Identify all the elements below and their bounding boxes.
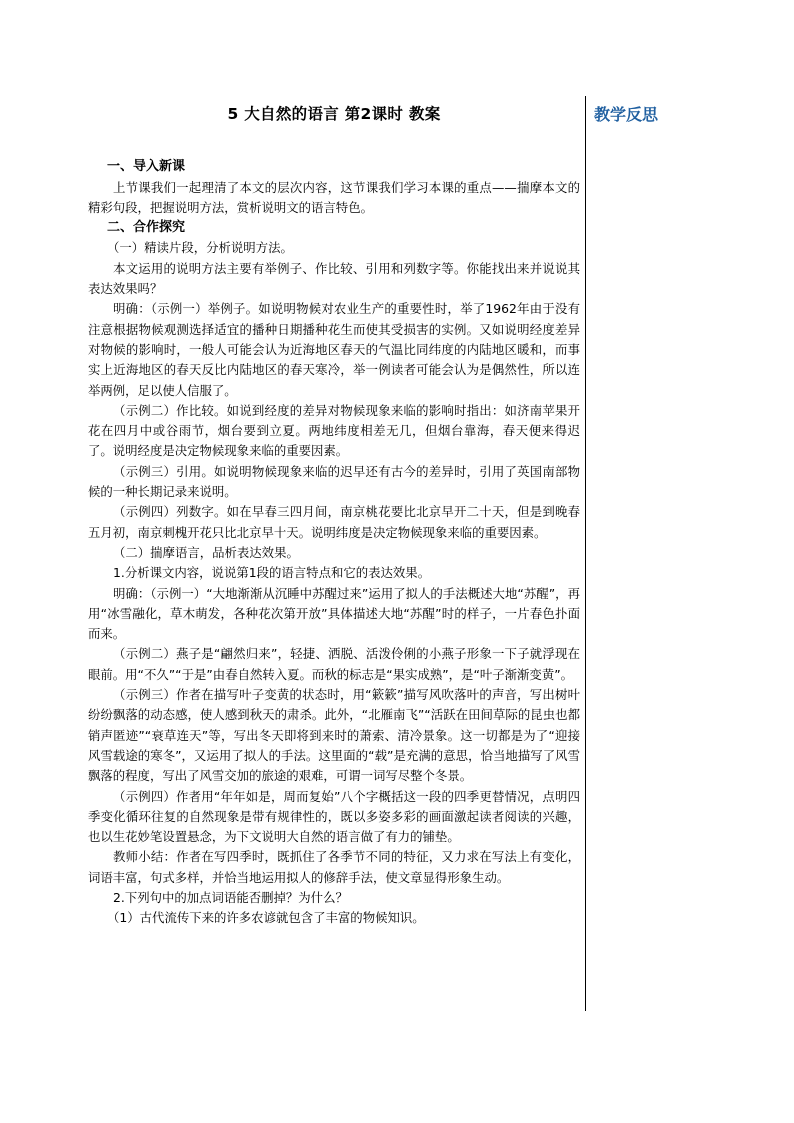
paragraph: 2.下列句中的加点词语能否删掉？为什么？ <box>113 889 348 905</box>
paragraph: （示例三）引用。如说明物候现象来临的迟早还有古今的差异时，引用了英国南部物候的一种长期记录来说明。 <box>88 463 580 500</box>
paragraph: （示例四）作者用“年年如是，周而复始”八个字概括这一段的四季更替情况，点明四季变化循环往复的自然现象是带有规律性的，既以多姿多彩的画面激起读者阅读的兴趣，也以生花妙笔设置悬念，为下文说明大自然的语言做了有力的铺垫。 <box>88 788 580 845</box>
paragraph: （示例四）列数字。如在早春三四月间，南京桃花要比北京早开二十天，但是到晚春五月初，南京刺槐开花只比北京早十天。说明纬度是决定物候现象来临的重要因素。 <box>88 504 580 540</box>
paragraph: 教师小结：作者在写四季时，既抓住了各季节不同的特征，又力求在写法上有变化，词语丰富，句式多样，并恰当地运用拟人的修辞手法，使文章显得形象生动。 <box>88 849 580 885</box>
paragraph: 上节课我们一起理清了本文的层次内容，这节课我们学习本课的重点——揣摩本文的精彩句段，把握说明方法，赏析说明文的语言特色。 <box>88 179 580 215</box>
paragraph: （示例三）作者在描写叶子变黄的状态时，用“簌簌”描写风吹落叶的声音，写出树叶纷纷飘落的动态感，使人感到秋天的肃杀。此外，“北雁南飞”“活跃在田间草际的昆虫也都销声匿迹”“衰草连天”等，写出冬天即将到来时的萧索、清冷景象。这一切都是为了“迎接风雪载途的寒冬”，又运用了拟人的手法。这里面的“载”是充满的意思，恰当地描写了风雪飘落的程度，写出了风雪交加的旅途的艰难，可谓一词写尽整个冬景。 <box>88 687 580 784</box>
paragraph: （示例二）作比较。如说到经度的差异对物候现象来临的影响时指出：如济南苹果开花在四月中或谷雨节，烟台要到立夏。两地纬度相差无几，但烟台靠海，春天便来得迟了。说明经度是决定物候现象来临的重要因素。 <box>88 402 580 459</box>
paragraph: （示例二）燕子是“翩然归来”，轻捷、洒脱、活泼伶俐的小燕子形象一下子就浮现在眼前。用“不久”“于是”由春自然转入夏。而秋的标志是“果实成熟”，是“叶子渐渐变黄”。 <box>88 646 580 682</box>
paragraph: 本文运用的说明方法主要有举例子、作比较、引用和列数字等。你能找出来并说说其表达效果吗？ <box>88 260 580 297</box>
paragraph: （一）精读片段，分析说明方法。 <box>107 240 293 256</box>
paragraph: 明确：（示例一）举例子。如说明物候对农业生产的重要性时，举了1962年由于没有注意根据物候观测选择适宜的播种日期播种花生而使其受损害的实例。又如说明经度差异对物候的影响时，一般人可能会认为近海地区春天的气温比同纬度的内陆地区暖和，而事实上近海地区的春天反比内陆地区的春天寒冷，举一例读者可能会认为是偶然性，所以连举两例，足以使人信服了。 <box>88 301 580 398</box>
section-heading: 一、导入新课 <box>107 159 186 175</box>
paragraph: 明确：（示例一）“大地渐渐从沉睡中苏醒过来”运用了拟人的手法概述大地“苏醒”，再用“冰雪融化，草木萌发，各种花次第开放”具体描述大地“苏醒”时的样子，一片春色扑面而来。 <box>88 585 580 642</box>
document-title: 5 大自然的语言 第2课时 教案 <box>227 105 441 123</box>
lesson-plan-body <box>88 104 580 929</box>
teaching-reflection-heading: 教学反思 <box>594 105 659 124</box>
paragraph: （1）古代流传下来的许多农谚就包含了丰富的物候知识。 <box>107 910 425 926</box>
section-heading: 二、合作探究 <box>107 220 186 236</box>
column-divider <box>585 96 586 1011</box>
paragraph: （二）揣摩语言，品析表达效果。 <box>113 544 299 560</box>
paragraph-list <box>88 157 580 928</box>
paragraph: 1.分析课文内容，说说第1段的语言特点和它的表达效果。 <box>113 565 431 581</box>
